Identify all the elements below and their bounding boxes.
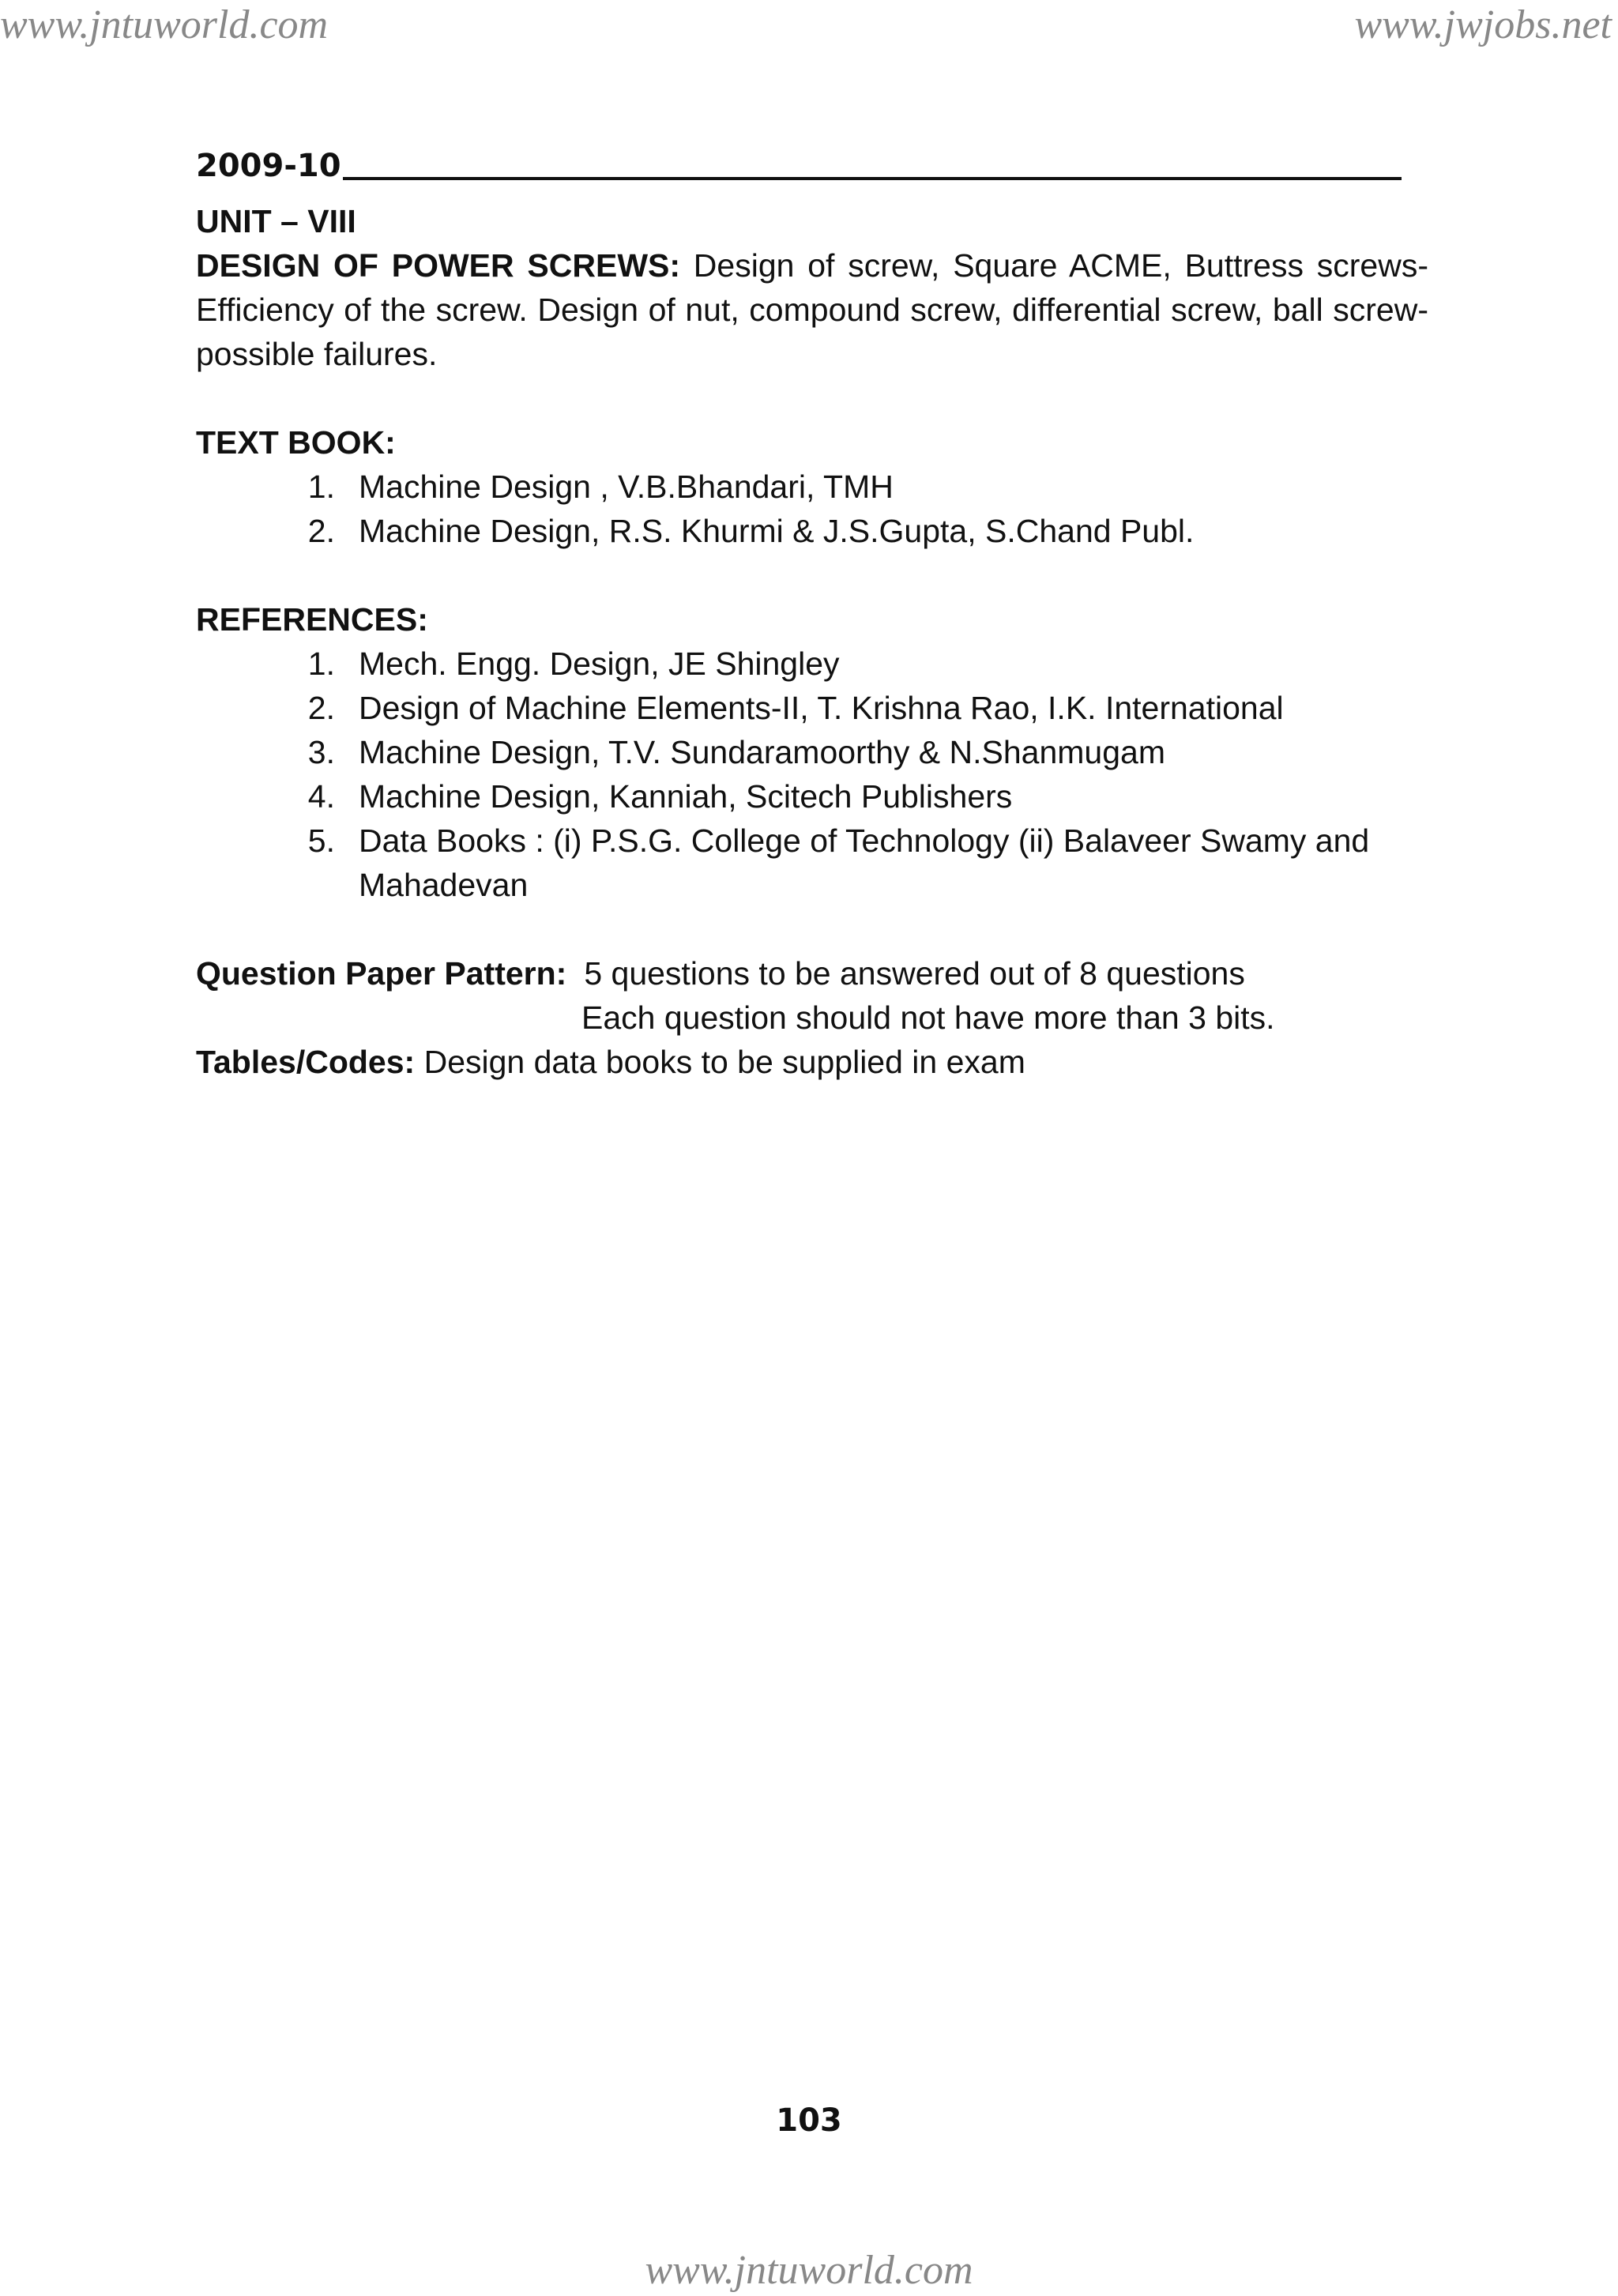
text-book-list	[196, 465, 1428, 553]
unit-description	[196, 243, 1428, 376]
question-paper-line-1: 5 questions to be answered out of 8 questions	[584, 955, 1245, 992]
list-item	[196, 774, 1428, 819]
year-header	[196, 134, 1428, 182]
unit-title: UNIT – VIII	[196, 203, 356, 239]
list-item-text: Mech. Engg. Design, JE Shingley	[359, 646, 840, 682]
list-item	[196, 642, 1428, 686]
unit-topic-text: Design of screw, Square ACME, Buttress screws-Efficiency of the screw. Design of nut, compound screw, differential screw, ball screw- possible failures.	[196, 247, 1428, 372]
question-paper-line-2: Each question should not have more than 3 bits.	[581, 999, 1275, 1036]
list-item-number: 2.	[307, 690, 335, 726]
list-item-text: Machine Design , V.B.Bhandari, TMH	[359, 469, 894, 505]
unit-topic-heading: DESIGN OF POWER SCREWS:	[196, 247, 681, 284]
watermark-top-left: www.jntuworld.com	[0, 2, 329, 47]
page-number: 103	[776, 2102, 842, 2139]
list-item-text: Machine Design, T.V. Sundaramoorthy & N.Shanmugam	[359, 734, 1165, 770]
tables-codes	[196, 1040, 1428, 1084]
list-item	[196, 509, 1428, 553]
tables-codes-text: Design data books to be supplied in exam	[415, 1044, 1025, 1080]
list-item-number: 4.	[307, 778, 335, 815]
question-paper-pattern	[196, 951, 1428, 996]
list-item	[196, 730, 1428, 774]
list-item-number: 3.	[307, 734, 335, 770]
year-underline	[343, 177, 1402, 180]
list-item-number: 1.	[307, 646, 335, 682]
list-item-text: Machine Design, Kanniah, Scitech Publishers	[359, 778, 1013, 815]
text-book-heading: TEXT BOOK:	[196, 424, 396, 461]
page-content	[196, 134, 1428, 1084]
year-label: 2009-10	[196, 148, 341, 184]
watermark-top-right: www.jwjobs.net	[1354, 2, 1612, 47]
references-heading: REFERENCES:	[196, 601, 428, 638]
list-item-text: Machine Design, R.S. Khurmi & J.S.Gupta, S.Chand Publ.	[359, 513, 1195, 549]
list-item	[196, 686, 1428, 730]
list-item-text: Data Books : (i) P.S.G. College of Technology (ii) Balaveer Swamy and Mahadevan	[359, 822, 1370, 903]
list-item-text: Design of Machine Elements-II, T. Krishna Rao, I.K. International	[359, 690, 1284, 726]
list-item	[196, 819, 1428, 907]
list-item	[196, 465, 1428, 509]
list-item-number: 1.	[307, 469, 335, 505]
list-item-number: 2.	[307, 513, 335, 549]
tables-codes-label: Tables/Codes:	[196, 1044, 416, 1080]
question-paper-label: Question Paper Pattern:	[196, 955, 567, 992]
watermark-bottom: www.jntuworld.com	[645, 2248, 973, 2293]
list-item-number: 5.	[307, 822, 335, 859]
references-list	[196, 642, 1428, 907]
